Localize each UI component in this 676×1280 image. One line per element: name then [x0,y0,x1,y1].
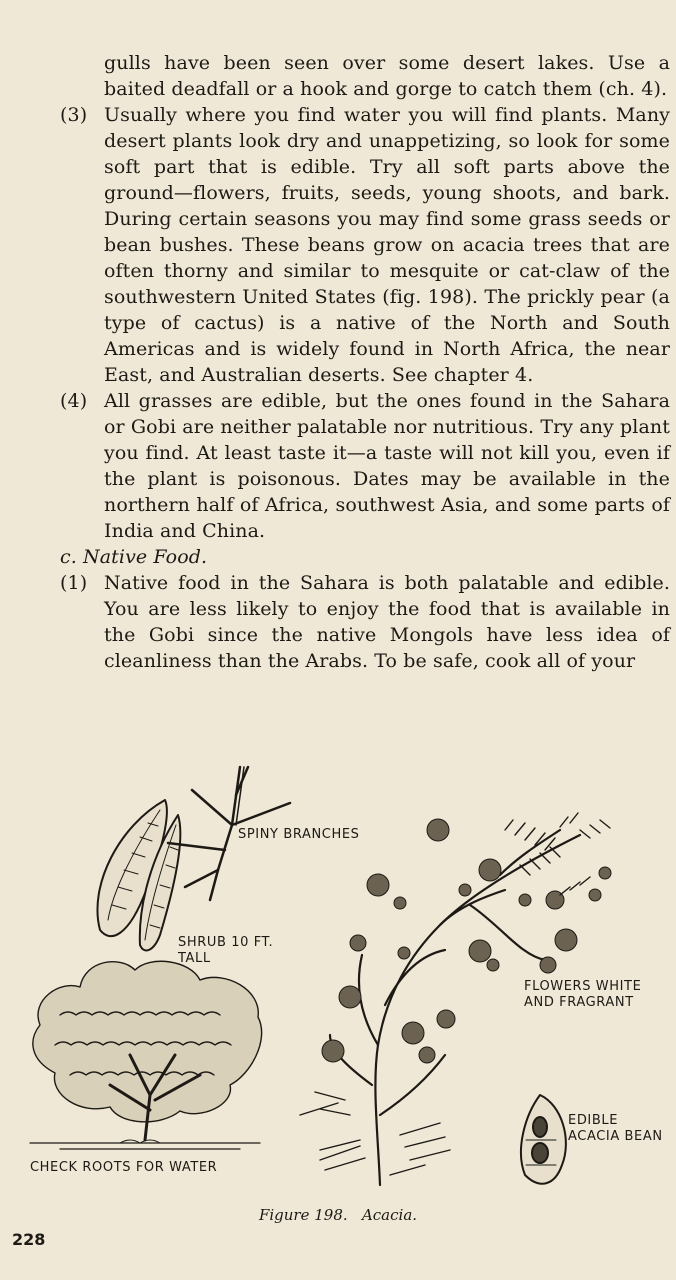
acacia-bean-label [568,1113,663,1145]
figure-caption [0,1206,676,1224]
acacia-bean-drawing [521,1095,566,1184]
paragraph-text: Usually where you find water you will find plants. Many desert plants look dry and unappetizing, so look for some soft part that is edible. Try all soft parts above the ground—flowers, fruits, seeds, young shoots, and bark. During certain seasons you may find some grass seeds or bean bushes. These beans grow on acacia trees that are often thorny and similar to mesquite or cat-claw of the southwestern United States (fig. 198). The prickly pear (a type of cactus) is a native of the North and South Americas and is widely found in North Africa, the near East, and Australian deserts. See chapter 4. [104,104,670,386]
paragraph-number: (1) [60,572,88,594]
section-letter: c. [60,546,77,568]
flower-balls [322,819,611,1063]
body-text [0,50,676,674]
label-line: ACACIA BEAN [568,1129,663,1144]
spiny-branches-label: SPINY BRANCHES [238,827,360,842]
label-line: FLOWERS WHITE [524,979,642,994]
paragraph-c1 [0,570,676,674]
paragraph-text: Native food in the Sahara is both palatable and edible. You are less likely to enjoy the food that is available in the Gobi since the native Mongols have less idea of cleanliness than the Arabs. To be safe, cook all of your [104,572,670,672]
paragraph-number: (3) [60,104,88,126]
page-number: 228 [12,1230,46,1249]
paragraph-3 [0,102,676,388]
shrub-drawing [30,961,262,1149]
paragraph-text: All grasses are edible, but the ones found in the Sahara or Gobi are neither palatable nor nutritious. Try any plant you find. At least taste it—a taste will not kill you, even if the plant is poisonous. Dates may be available in the northern half of Africa, southwest Asia, and some parts of India and China. [104,390,670,542]
section-title: Native Food. [83,546,208,568]
figure-title: Acacia. [361,1206,418,1224]
acacia-illustration [0,755,676,1195]
figure-number: Figure 198. [258,1206,348,1224]
label-line: SHRUB 10 FT. [178,935,274,950]
label-line: EDIBLE [568,1113,619,1128]
label-line: TALL [178,951,211,966]
section-heading [0,544,676,570]
seed-pods-drawing [97,800,180,950]
label-line: AND FRAGRANT [524,995,634,1010]
paragraph-4 [0,388,676,544]
paragraph-number: (4) [60,390,88,412]
intro-paragraph: gulls have been seen over some desert lakes. Use a baited deadfall or a hook and gorge to catch them (ch. 4). [104,52,670,100]
shrub-height-label [178,935,273,967]
flowers-label [524,979,641,1011]
check-roots-label: CHECK ROOTS FOR WATER [30,1160,218,1175]
